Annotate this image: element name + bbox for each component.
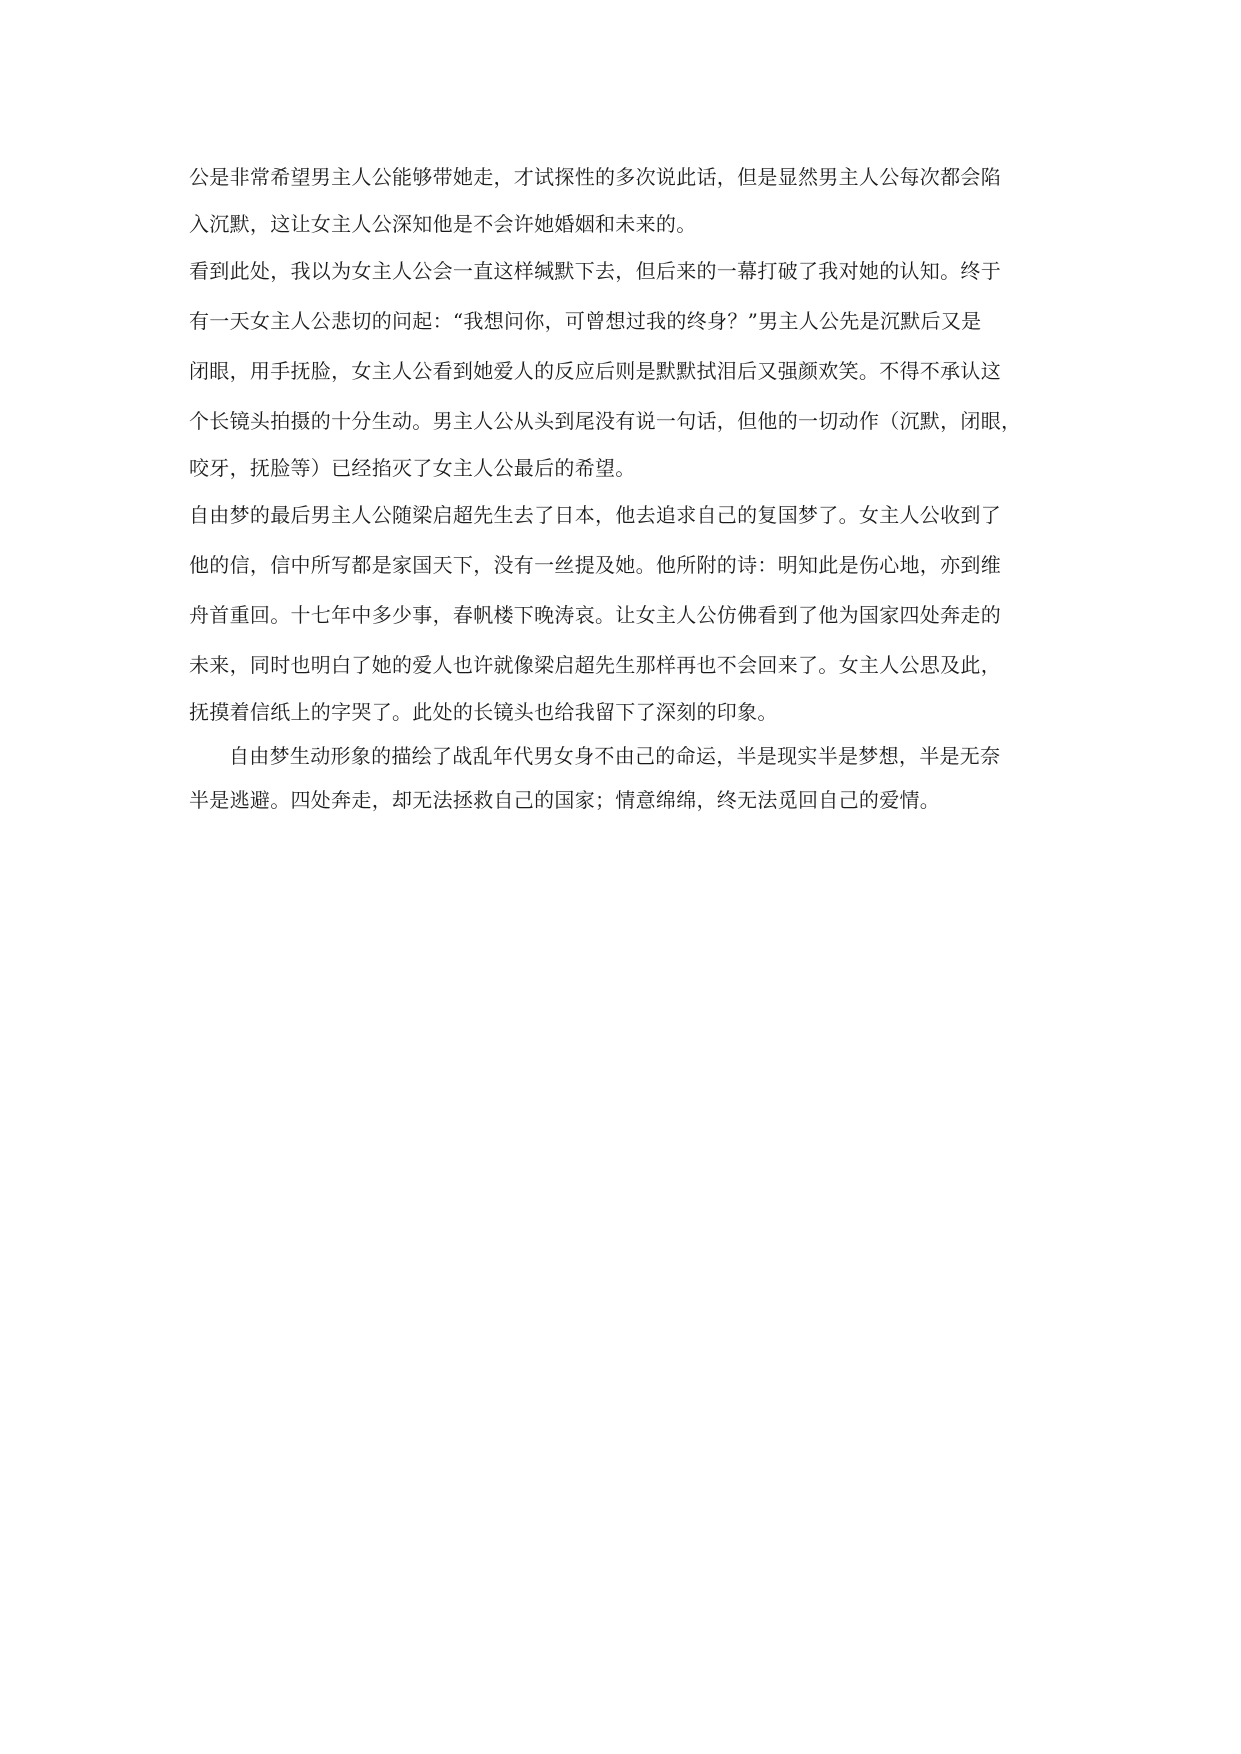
text-line: 自由梦生动形象的描绘了战乱年代男女身不由己的命运，半是现实半是梦想，半是无奈 — [229, 744, 1001, 768]
paragraph-3 — [189, 490, 1061, 734]
text-line: 个长镜头拍摄的十分生动。男主人公从头到尾没有说一句话，但他的一切动作（沉默，闭眼， — [189, 409, 1022, 433]
text-line: 闭眼，用手抚脸，女主人公看到她爱人的反应后则是默默拭泪后又强颜欢笑。不得不承认这 — [189, 359, 1001, 383]
paragraph-1 — [189, 152, 1061, 246]
text-line: 他的信，信中所写都是家国天下，没有一丝提及她。他所附的诗：明知此是伤心地，亦到维 — [189, 553, 1001, 577]
text-line: 有一天女主人公悲切的问起：“我想问你，可曾想过我的终身？”男主人公先是沉默后又是 — [189, 309, 982, 333]
text-line: 咬牙，抚脸等）已经掐灭了女主人公最后的希望。 — [189, 456, 636, 480]
document-body — [189, 152, 1061, 822]
text-line: 自由梦的最后男主人公随梁启超先生去了日本，他去追求自己的复国梦了。女主人公收到了 — [189, 503, 1001, 527]
text-line: 入沉默，这让女主人公深知他是不会许她婚姻和未来的。 — [189, 212, 697, 236]
paragraph-4 — [189, 734, 1061, 822]
text-line: 抚摸着信纸上的字哭了。此处的长镜头也给我留下了深刻的印象。 — [189, 700, 778, 724]
text-line: 公是非常希望男主人公能够带她走，才试探性的多次说此话，但是显然男主人公每次都会陷 — [189, 165, 1001, 189]
text-line: 半是逃避。四处奔走，却无法拯救自己的国家；情意绵绵，终无法觅回自己的爱情。 — [189, 788, 941, 812]
text-line: 舟首重回。十七年中多少事，春帆楼下晚涛哀。让女主人公仿佛看到了他为国家四处奔走的 — [189, 603, 1001, 627]
text-line: 未来，同时也明白了她的爱人也许就像梁启超先生那样再也不会回来了。女主人公思及此， — [189, 653, 1001, 677]
paragraph-2 — [189, 246, 1061, 490]
text-line: 看到此处，我以为女主人公会一直这样缄默下去，但后来的一幕打破了我对她的认知。终于 — [189, 259, 1001, 283]
